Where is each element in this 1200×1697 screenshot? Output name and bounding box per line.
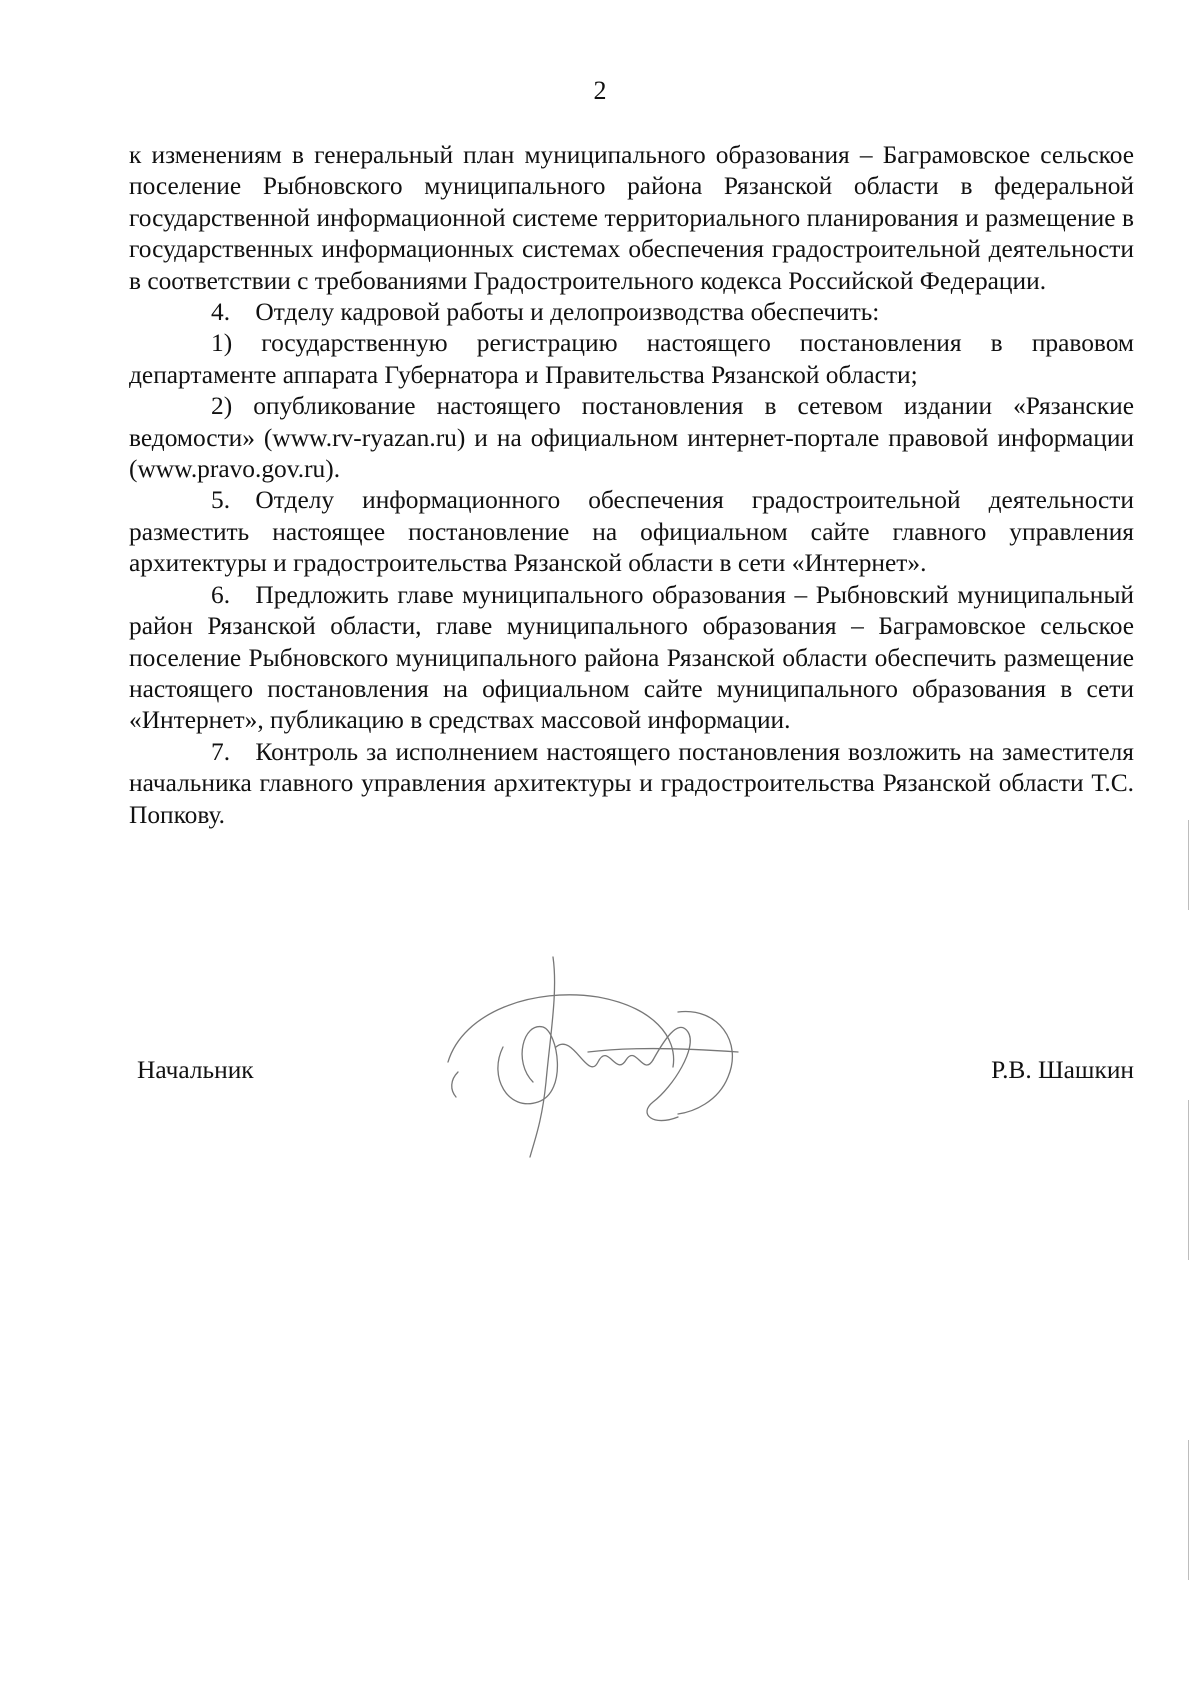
document-body	[129, 140, 1134, 831]
paragraph-item-4-2: 2) опубликование настоящего постановления в сетевом издании «Рязанские ведомости» (www.rv-ryazan.ru) и на официальном интернет-портале правовой информации (www.pravo.gov.ru).	[129, 392, 1134, 484]
paragraph-item-4: 4. Отделу кадровой работы и делопроизводства обеспечить:	[211, 298, 880, 327]
signature-block	[137, 1055, 1134, 1095]
scan-artifact-line	[1188, 1100, 1189, 1260]
signatory-title: Начальник	[137, 1056, 254, 1084]
scan-artifact-line	[1188, 820, 1189, 910]
signatory-name: Р.В. Шашкин	[991, 1056, 1134, 1084]
page-number: 2	[593, 76, 607, 105]
paragraph-item-4-1: 1) государственную регистрацию настоящего постановления в правовом департаменте аппарата Губернатора и Правительства Рязанской области;	[129, 329, 1134, 389]
scan-artifact-line	[1188, 1440, 1189, 1580]
paragraph-item-5: 5. Отделу информационного обеспечения градостроительной деятельности разместить настоящее постановление на официальном сайте главного управления архитектуры и градостроительства Рязанской области в сети «Интернет».	[129, 486, 1134, 578]
paragraph-item-7: 7. Контроль за исполнением настоящего постановления возложить на заместителя начальника главного управления архитектуры и градостроительства Рязанской области Т.С. Попкову.	[129, 737, 1134, 829]
paragraph-continuation: к изменениям в генеральный план муниципального образования – Баграмовское сельское поселение Рыбновского муниципального района Рязанской области в федеральной государственной информационной системе территориального планирования и размещение в государственных информационных системах обеспечения градостроительной деятельности в соответствии с требованиями Градостроительного кодекса Российской Федерации.	[129, 141, 1134, 295]
paragraph-item-6: 6. Предложить главе муниципального образования – Рыбновский муниципальный район Рязанской области, главе муниципального образования – Баграмовское сельское поселение Рыбновского муниципального района Рязанской области обеспечить размещение настоящего постановления на официальном сайте муниципального образования в сети «Интернет», публикацию в средствах массовой информации.	[129, 580, 1134, 735]
